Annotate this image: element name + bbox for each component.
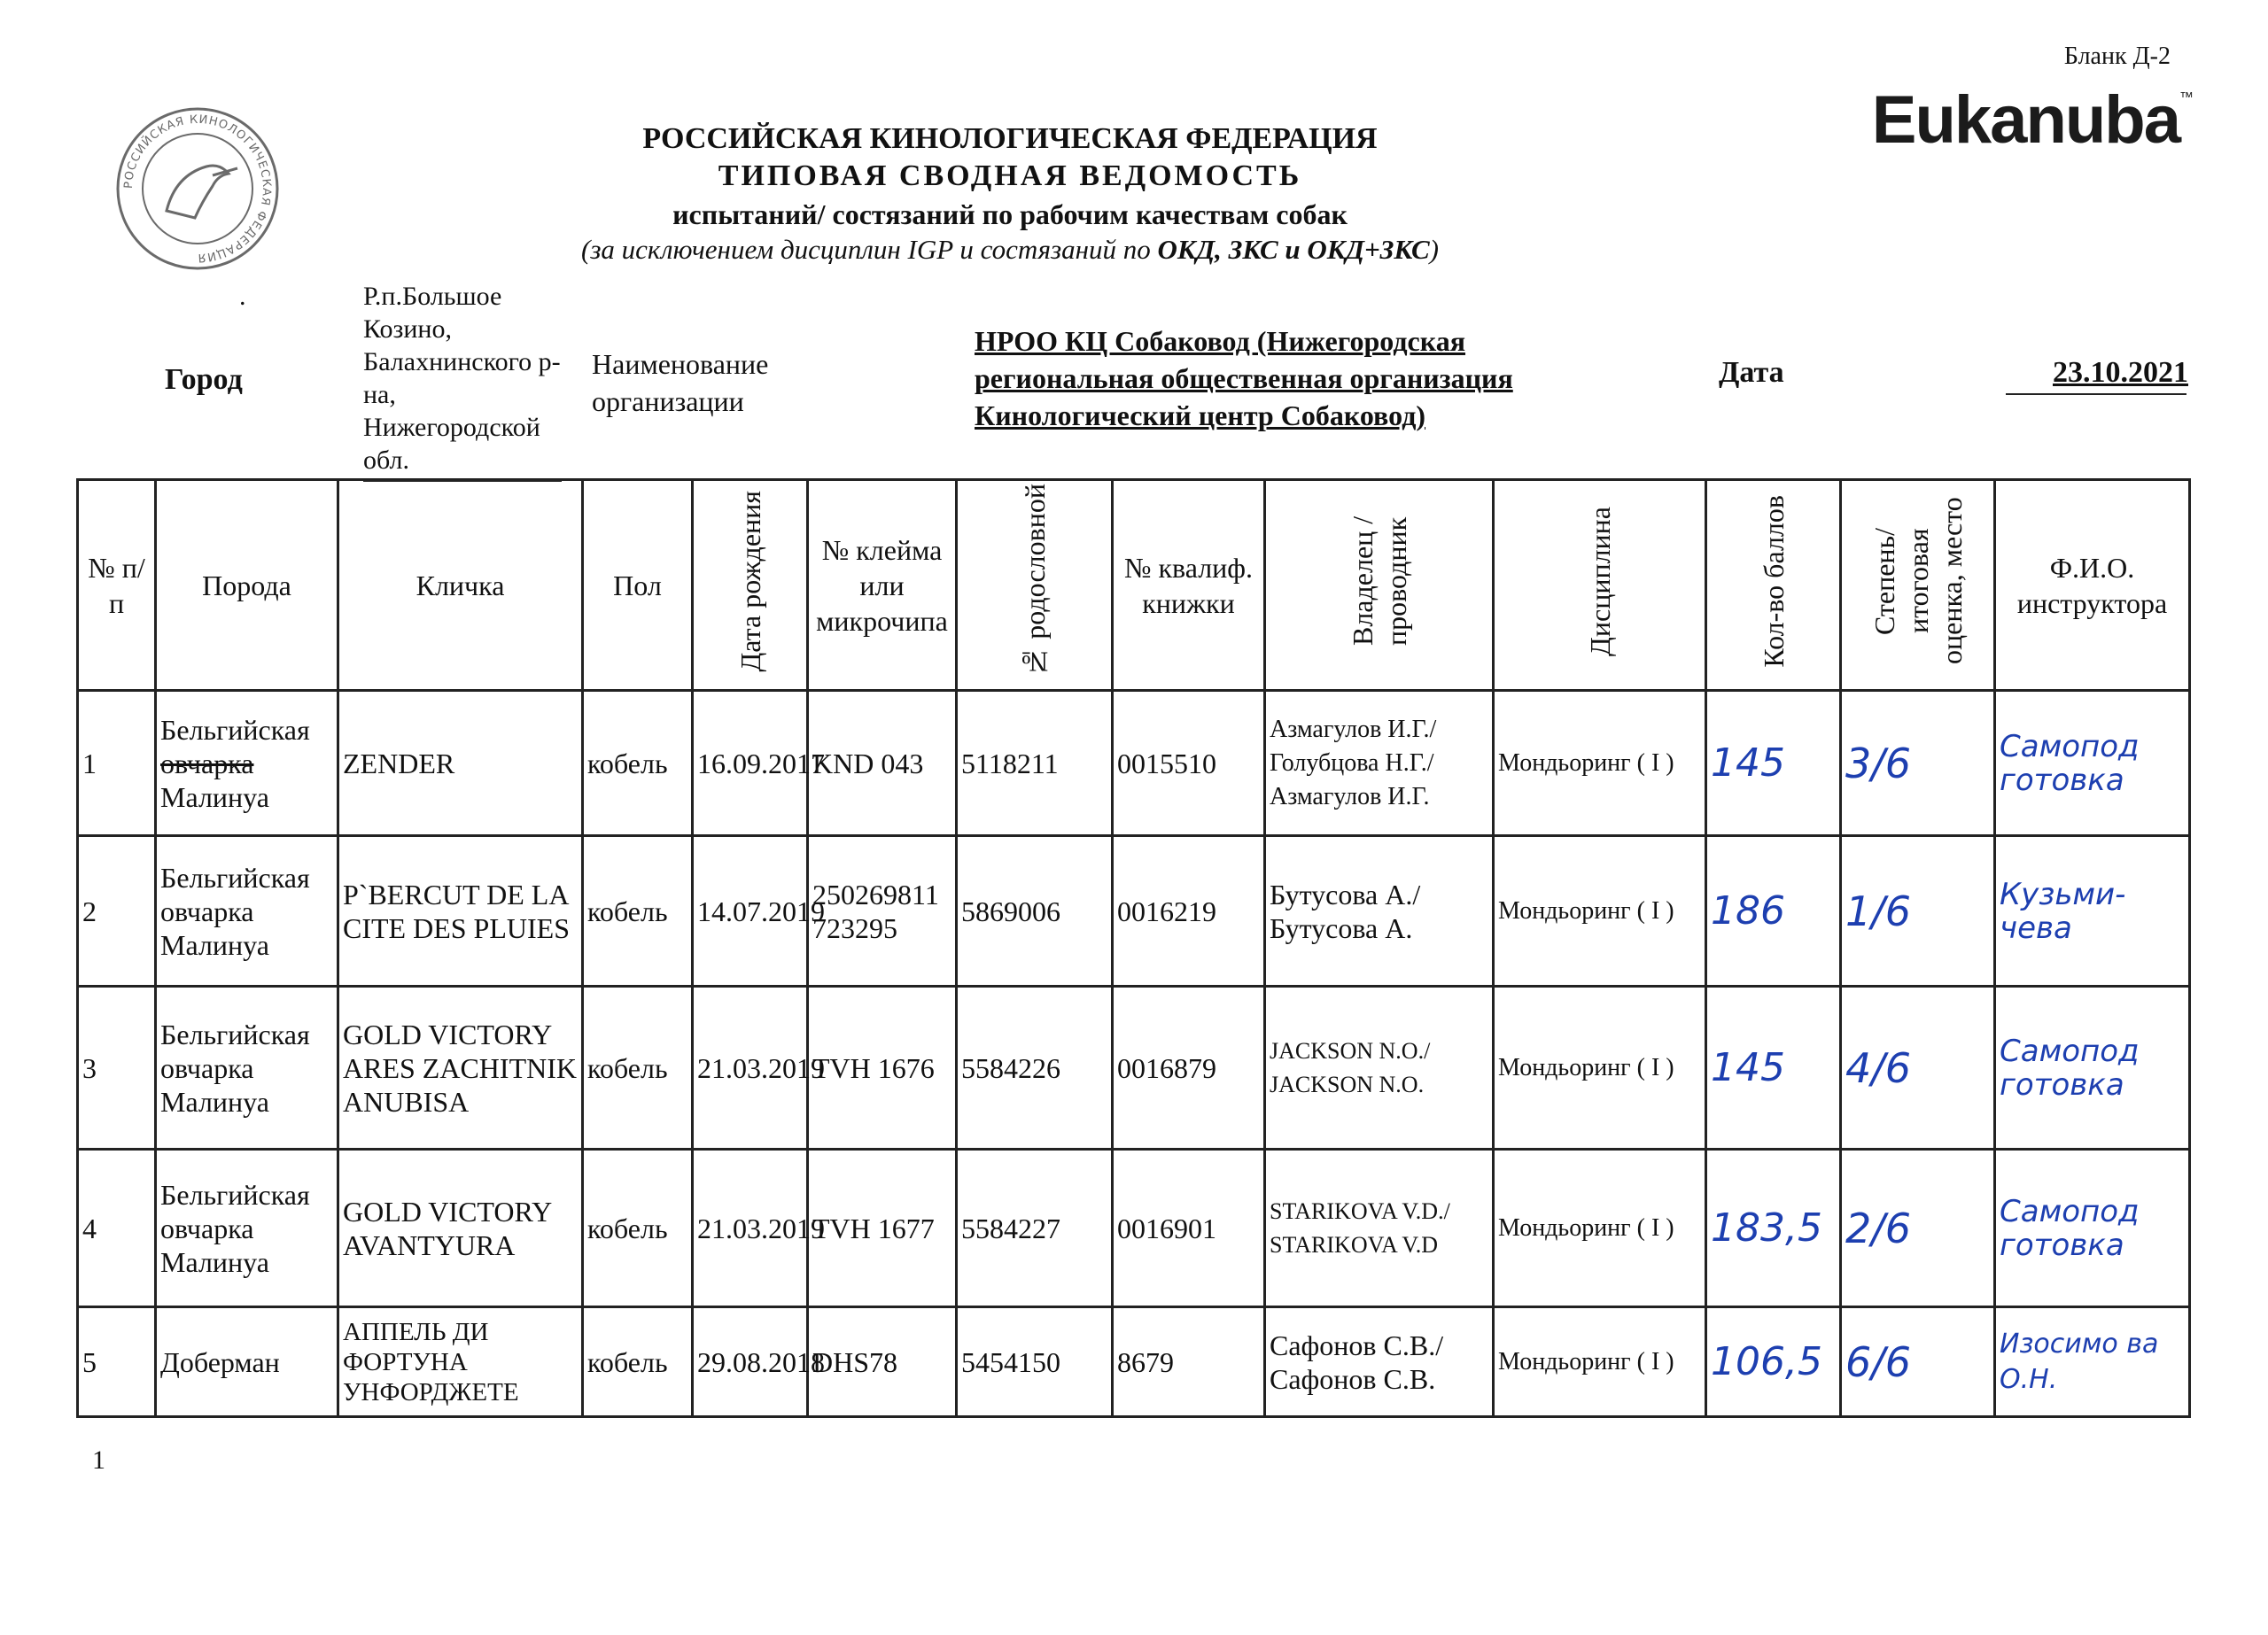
row-qual: 8679 — [1113, 1307, 1265, 1417]
row-name: АППЕЛЬ ДИ ФОРТУНА УНФОРДЖЕТЕ — [338, 1307, 583, 1417]
table-header-row — [78, 480, 2190, 691]
row-points: 106,5 — [1706, 1307, 1841, 1417]
row-num: 4 — [78, 1150, 156, 1307]
row-instructor: Кузьми- чева — [1995, 836, 2190, 987]
header-sex: Пол — [583, 480, 693, 691]
row-discipline: Мондьоринг ( I ) — [1494, 836, 1706, 987]
stray-dot: . — [239, 282, 246, 311]
page-number: 1 — [92, 1445, 105, 1475]
header-dob: Дата рождения — [693, 480, 808, 691]
row-name: GOLD VICTORY AVANTYURA — [338, 1150, 583, 1307]
row-degree: 6/6 — [1841, 1307, 1995, 1417]
row-pedigree: 5454150 — [957, 1307, 1113, 1417]
row-pedigree: 5118211 — [957, 691, 1113, 836]
header-instructor: Ф.И.О. инструктора — [1995, 480, 2190, 691]
row-breed: Бельгийская овчарка Малинуа — [156, 987, 338, 1150]
row-num: 3 — [78, 987, 156, 1150]
row-degree: 4/6 — [1841, 987, 1995, 1150]
row-instructor: Самопод готовка — [1995, 691, 2190, 836]
row-dob: 21.03.2019 — [693, 987, 808, 1150]
date-label: Дата — [1719, 356, 1784, 389]
row-discipline: Мондьоринг ( I ) — [1494, 1307, 1706, 1417]
row-degree: 1/6 — [1841, 836, 1995, 987]
row-dob: 21.03.2019 — [693, 1150, 808, 1307]
city-value: Р.п.Большое Козино, Балахнинского р-на, Нижегородской обл. — [363, 280, 562, 482]
stamp-text: РОССИЙСКАЯ КИНОЛОГИЧЕСКАЯ ФЕДЕРАЦИЯ — [121, 112, 274, 265]
header-breed: Порода — [156, 480, 338, 691]
row-breed: Доберман — [156, 1307, 338, 1417]
row-owner: Сафонов С.В./ Сафонов С.В. — [1265, 1307, 1494, 1417]
date-underline — [2006, 393, 2186, 395]
row-points: 186 — [1706, 836, 1841, 987]
header-brand: № клейма или микрочипа — [808, 480, 957, 691]
row-degree: 3/6 — [1841, 691, 1995, 836]
table-row — [78, 836, 2190, 987]
row-sex: кобель — [583, 1307, 693, 1417]
row-discipline: Мондьоринг ( I ) — [1494, 1150, 1706, 1307]
header-degree: Степень/ итоговая оценка, место — [1841, 480, 1995, 691]
row-dob: 14.07.2019 — [693, 836, 808, 987]
row-breed: Бельгийская овчарка Малинуа — [156, 691, 338, 836]
row-dob: 29.08.2018 — [693, 1307, 808, 1417]
row-sex: кобель — [583, 836, 693, 987]
row-brand: KND 043 — [808, 691, 957, 836]
header-num: № п/п — [78, 480, 156, 691]
row-discipline: Мондьоринг ( I ) — [1494, 691, 1706, 836]
row-owner: Азмагулов И.Г./Голубцова Н.Г./ Азмагулов И.Г. — [1265, 691, 1494, 836]
org-value: НРОО КЦ Собаковод (Нижегородская региональная общественная организация Кинологический центр Собаковод) — [975, 325, 1513, 431]
date-value: 23.10.2021 — [2053, 356, 2188, 389]
row-instructor: Самопод готовка — [1995, 1150, 2190, 1307]
row-pedigree: 5584226 — [957, 987, 1113, 1150]
row-degree: 2/6 — [1841, 1150, 1995, 1307]
doc-title-line2: ТИПОВАЯ СВОДНАЯ ВЕДОМОСТЬ — [718, 159, 1302, 192]
row-name: ZENDER — [338, 691, 583, 836]
table-row — [78, 1150, 2190, 1307]
row-owner: Бутусова А./ Бутусова А. — [1265, 836, 1494, 987]
row-sex: кобель — [583, 987, 693, 1150]
row-num: 5 — [78, 1307, 156, 1417]
city-label: Город — [165, 363, 243, 396]
table-row — [78, 1307, 2190, 1417]
row-name: P`BERCUT DE LA CITE DES PLUIES — [338, 836, 583, 987]
eukanuba-logo: Eukanuba™ — [1871, 82, 2192, 158]
row-owner: STARIKOVA V.D./ STARIKOVA V.D — [1265, 1150, 1494, 1307]
svg-text:РОССИЙСКАЯ КИНОЛОГИЧЕСКАЯ ФЕДЕ — [122, 113, 273, 264]
row-brand: TVH 1677 — [808, 1150, 957, 1307]
row-sex: кобель — [583, 691, 693, 836]
header-pedigree: № родословной — [957, 480, 1113, 691]
row-qual: 0016879 — [1113, 987, 1265, 1150]
row-dob: 16.09.2017 — [693, 691, 808, 836]
row-breed: Бельгийская овчарка Малинуа — [156, 836, 338, 987]
header-points: Кол-во баллов — [1706, 480, 1841, 691]
row-discipline: Мондьоринг ( I ) — [1494, 987, 1706, 1150]
federation-stamp — [113, 105, 282, 273]
row-instructor: Изосимо ва О.Н. — [1995, 1307, 2190, 1417]
row-instructor: Самопод готовка — [1995, 987, 2190, 1150]
row-num: 1 — [78, 691, 156, 836]
row-name: GOLD VICTORY ARES ZACHITNIK ANUBISA — [338, 987, 583, 1150]
row-brand: DHS78 — [808, 1307, 957, 1417]
row-qual: 0015510 — [1113, 691, 1265, 836]
header-owner: Владелец / проводник — [1265, 480, 1494, 691]
row-owner: JACKSON N.O./ JACKSON N.O. — [1265, 987, 1494, 1150]
row-sex: кобель — [583, 1150, 693, 1307]
row-brand: 250269811723295 — [808, 836, 957, 987]
row-qual: 0016901 — [1113, 1150, 1265, 1307]
doc-title-line1: РОССИЙСКАЯ КИНОЛОГИЧЕСКАЯ ФЕДЕРАЦИЯ — [642, 122, 1378, 155]
row-points: 183,5 — [1706, 1150, 1841, 1307]
table-row — [78, 987, 2190, 1150]
org-label: Наименование организации — [592, 348, 769, 417]
doc-title-line4: (за исключением дисциплин IGP и состязаний по ОКД, ЗКС и ОКД+ЗКС) — [581, 234, 1439, 265]
doc-title-line3: испытаний/ состязаний по рабочим качествам собак — [672, 198, 1348, 230]
header-discipline: Дисциплина — [1494, 480, 1706, 691]
header-qual: № квалиф. книжки — [1113, 480, 1265, 691]
row-pedigree: 5869006 — [957, 836, 1113, 987]
row-pedigree: 5584227 — [957, 1150, 1113, 1307]
row-brand: TVH 1676 — [808, 987, 957, 1150]
row-qual: 0016219 — [1113, 836, 1265, 987]
row-num: 2 — [78, 836, 156, 987]
table-row — [78, 691, 2190, 836]
form-code: Бланк Д-2 — [2063, 43, 2171, 70]
row-points: 145 — [1706, 987, 1841, 1150]
row-points: 145 — [1706, 691, 1841, 836]
results-table — [76, 478, 2191, 1418]
row-breed: Бельгийская овчарка Малинуа — [156, 1150, 338, 1307]
header-name: Кличка — [338, 480, 583, 691]
